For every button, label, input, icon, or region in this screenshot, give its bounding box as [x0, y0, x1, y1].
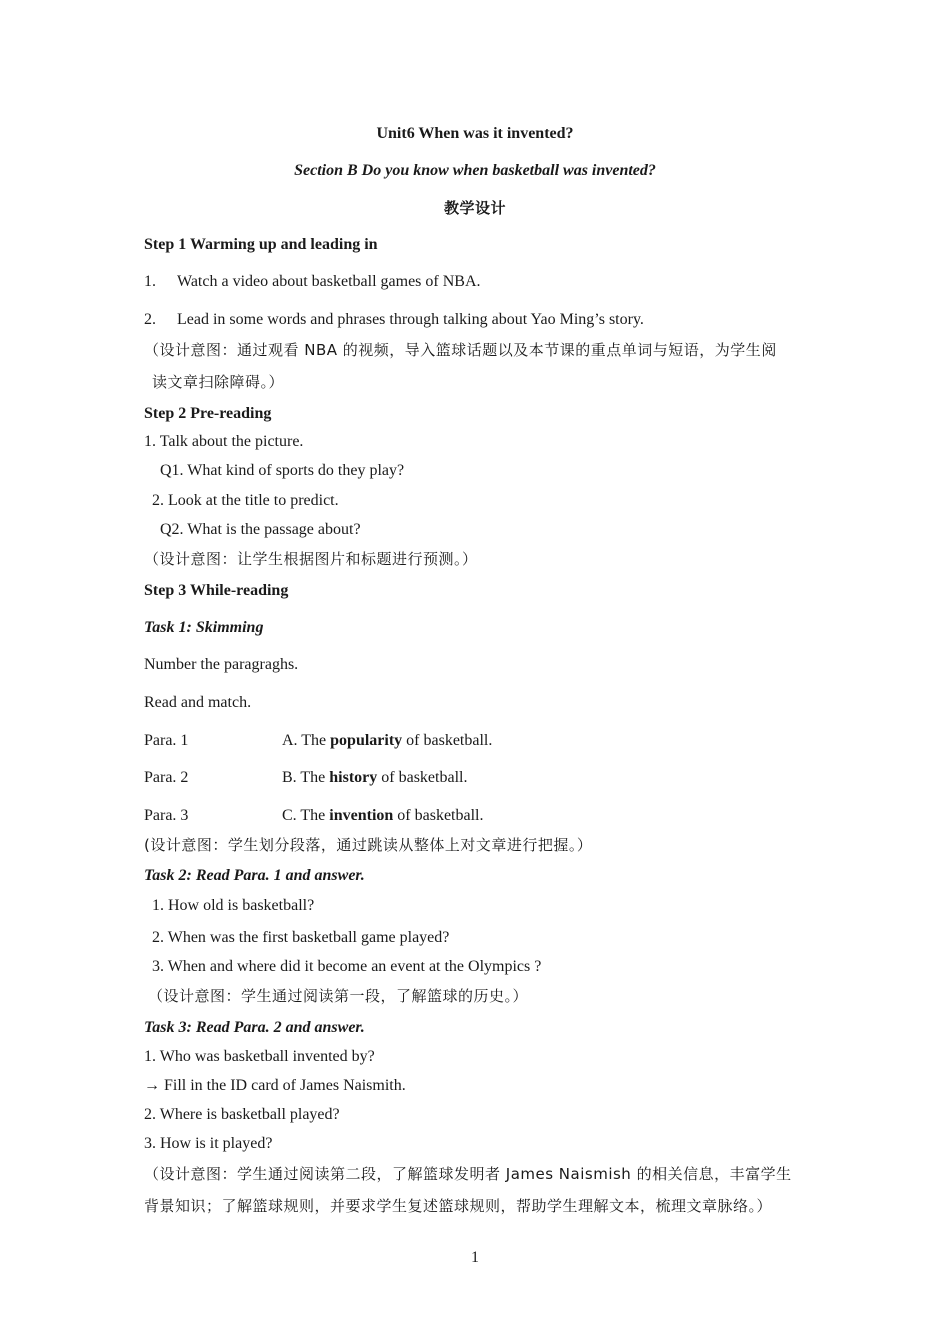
page-title: Unit6 When was it invented?: [376, 125, 574, 142]
task2-question-2: 2. When was the first basketball game played?: [152, 929, 450, 946]
step1-item-1-text: Watch a video about basketball games of NBA.: [177, 273, 481, 290]
match-para-1: Para. 1: [144, 732, 189, 749]
match-para-3: Para. 3: [144, 807, 189, 824]
step2-heading: Step 2 Pre-reading: [144, 405, 272, 422]
step3-heading: Step 3 While-reading: [144, 582, 289, 599]
page-number: 1: [471, 1249, 479, 1266]
task2-heading: Task 2: Read Para. 1 and answer.: [144, 867, 365, 884]
task3-design-note-line2: 背景知识；了解篮球规则，并要求学生复述篮球规则，帮助学生理解文本，梳理文章脉络。）: [144, 1197, 773, 1215]
step1-heading: Step 1 Warming up and leading in: [144, 236, 378, 253]
task2-question-3: 3. When and where did it become an event at the Olympics ?: [152, 958, 542, 975]
match-option-b: B. The history of basketball.: [282, 769, 468, 786]
step1-item-2-num: 2.: [144, 311, 156, 328]
step2-line-3: 2. Look at the title to predict.: [152, 492, 339, 509]
task3-line-1: 1. Who was basketball invented by?: [144, 1048, 375, 1065]
match-option-c: C. The invention of basketball.: [282, 807, 484, 824]
task3-line-3: 2. Where is basketball played?: [144, 1106, 340, 1123]
design-title: 教学设计: [443, 199, 506, 217]
step1-item-1-num: 1.: [144, 273, 156, 290]
task1-heading: Task 1: Skimming: [144, 619, 264, 636]
task3-line-2: → Fill in the ID card of James Naismith.: [144, 1077, 406, 1094]
task1-line-2: Read and match.: [144, 694, 252, 711]
match-option-a: A. The popularity of basketball.: [282, 732, 493, 749]
step1-item-2-text: Lead in some words and phrases through talking about Yao Ming’s story.: [177, 311, 644, 328]
step1-design-note-line2: 读文章扫除障碍。）: [152, 373, 285, 391]
task2-design-note: （设计意图：学生通过阅读第一段，了解篮球的历史。）: [148, 987, 529, 1005]
match-para-2: Para. 2: [144, 769, 189, 786]
task1-line-1: Number the paragraghs.: [144, 656, 299, 673]
section-subtitle: Section B Do you know when basketball was invented?: [294, 162, 656, 179]
step1-design-note-line1: （设计意图：通过观看 NBA 的视频，导入篮球话题以及本节课的重点单词与短语，为学生阅: [144, 341, 777, 359]
step2-line-4: Q2. What is the passage about?: [160, 521, 361, 538]
task1-design-note: (设计意图：学生划分段落，通过跳读从整体上对文章进行把握。）: [144, 836, 593, 854]
step2-design-note: （设计意图：让学生根据图片和标题进行预测。）: [144, 550, 478, 568]
task3-design-note-line1: （设计意图：学生通过阅读第二段，了解篮球发明者 James Naismish 的相关信息，丰富学生: [144, 1165, 792, 1183]
step2-line-2: Q1. What kind of sports do they play?: [160, 462, 405, 479]
step2-line-1: 1. Talk about the picture.: [144, 433, 304, 450]
task3-line-4: 3. How is it played?: [144, 1135, 273, 1152]
task2-question-1: 1. How old is basketball?: [152, 897, 315, 914]
task3-heading: Task 3: Read Para. 2 and answer.: [144, 1019, 365, 1036]
